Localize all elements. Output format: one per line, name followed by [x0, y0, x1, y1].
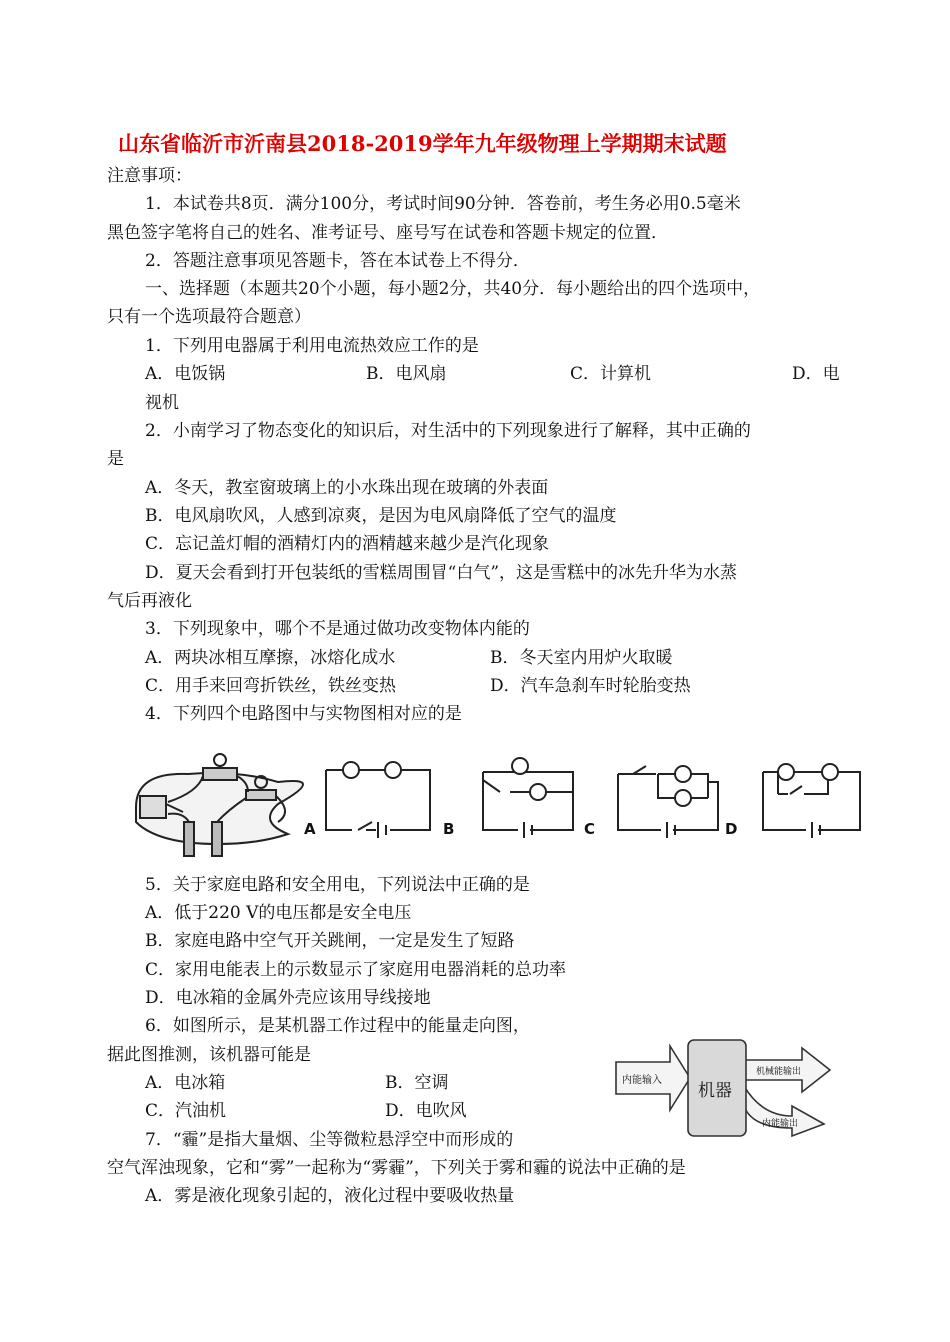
- circuit-label-a: A: [304, 820, 316, 838]
- q2-option-d-line-1: D．夏天会看到打开包装纸的雪糕周围冒“白气”，这是雪糕中的冰先升华为水蒸: [145, 563, 738, 583]
- note-2: 2．答题注意事项见答题卡，答在本试卷上不得分．: [145, 251, 530, 271]
- q6-option-c: C．汽油机: [145, 1101, 227, 1121]
- q4-stem: 4．下列四个电路图中与实物图相对应的是: [145, 704, 462, 724]
- section-heading-line-2: 只有一个选项最符合题意）: [107, 307, 311, 327]
- machine-label: 机器: [698, 1081, 732, 1101]
- q2-stem-line-1: 2．小南学习了物态变化的知识后，对生活中的下列现象进行了解释，其中正确的: [145, 421, 751, 441]
- q2-option-b: B．电风扇吹风，人感到凉爽，是因为电风扇降低了空气的温度: [145, 506, 617, 526]
- circuit-label-c: C: [584, 820, 596, 838]
- q1-option-a: A．电饭锅: [145, 364, 226, 384]
- q2-option-a: A．冬天，教室窗玻璃上的小水珠出现在玻璃的外表面: [145, 478, 549, 498]
- circuit-a: [326, 762, 430, 838]
- notes-heading: 注意事项：: [107, 166, 192, 186]
- section-heading-line-1: 一、选择题（本题共20个小题，每小题2分，共40分．每小题给出的四个选项中，: [145, 279, 761, 299]
- mechanical-output-label: 机械能输出: [756, 1067, 802, 1077]
- note-1-line-2: 黑色签字笔将自己的姓名、准考证号、座号写在试卷和答题卡规定的位置．: [107, 223, 668, 243]
- q3-option-b: B．冬天室内用炉火取暖: [490, 648, 673, 668]
- q7-stem-line-1: 7．“霾”是指大量烟、尘等微粒悬浮空中而形成的: [145, 1130, 514, 1150]
- q5-option-c: C．家用电能表上的示数显示了家庭用电器消耗的总功率: [145, 960, 567, 980]
- circuit-label-d: D: [725, 820, 738, 838]
- q2-stem-line-2: 是: [107, 449, 124, 469]
- heat-output-label: 内能输出: [762, 1119, 799, 1129]
- q4-circuit-figure: [128, 752, 868, 864]
- physical-circuit-diagram: [136, 754, 303, 856]
- q1-option-d: D．电: [792, 364, 840, 384]
- q6-stem-line-2: 据此图推测，该机器可能是: [107, 1045, 311, 1065]
- q7-stem-line-2: 空气浑浊现象，它和“雾”一起称为“雾霾”，下列关于雾和霾的说法中正确的是: [107, 1158, 686, 1178]
- q6-option-b: B．空调: [385, 1073, 449, 1093]
- q3-option-c: C．用手来回弯折铁丝，铁丝变热: [145, 676, 397, 696]
- q2-option-d-line-2: 气后再液化: [107, 591, 192, 611]
- circuit-label-b: B: [443, 820, 455, 838]
- q6-option-a: A．电冰箱: [145, 1073, 226, 1093]
- q6-stem-line-1: 6．如图所示，是某机器工作过程中的能量走向图，: [145, 1016, 530, 1036]
- q3-option-a: A．两块冰相互摩擦，冰熔化成水: [145, 648, 396, 668]
- q1-option-c: C．计算机: [570, 364, 652, 384]
- circuit-d: [763, 764, 860, 838]
- energy-flow-diagram: [612, 1036, 838, 1140]
- q1-option-d-cont: 视机: [145, 393, 179, 413]
- q6-option-d: D．电吹风: [385, 1101, 467, 1121]
- page-title: 山东省临沂市沂南县2018-2019学年九年级物理上学期期末试题: [118, 131, 727, 156]
- q2-option-c: C．忘记盖灯帽的酒精灯内的酒精越来越少是汽化现象: [145, 534, 550, 554]
- energy-input-label: 内能输入: [622, 1075, 662, 1086]
- q5-stem: 5．关于家庭电路和安全用电，下列说法中正确的是: [145, 875, 530, 895]
- q5-option-d: D．电冰箱的金属外壳应该用导线接地: [145, 988, 431, 1008]
- q5-option-b: B．家庭电路中空气开关跳闸，一定是发生了短路: [145, 931, 515, 951]
- q1-option-b: B．电风扇: [366, 364, 447, 384]
- q7-option-a: A．雾是液化现象引起的，液化过程中要吸收热量: [145, 1186, 515, 1206]
- q3-stem: 3．下列现象中，哪个不是通过做功改变物体内能的: [145, 619, 530, 639]
- note-1-line-1: 1．本试卷共8页．满分100分，考试时间90分钟．答卷前，考生务必用0.5毫米: [145, 194, 741, 214]
- q1-stem: 1．下列用电器属于利用电流热效应工作的是: [145, 336, 479, 356]
- circuit-c: [618, 766, 718, 838]
- q5-option-a: A．低于220 V的电压都是安全电压: [145, 903, 412, 923]
- q3-option-d: D．汽车急刹车时轮胎变热: [490, 676, 691, 696]
- circuit-b: [483, 758, 573, 838]
